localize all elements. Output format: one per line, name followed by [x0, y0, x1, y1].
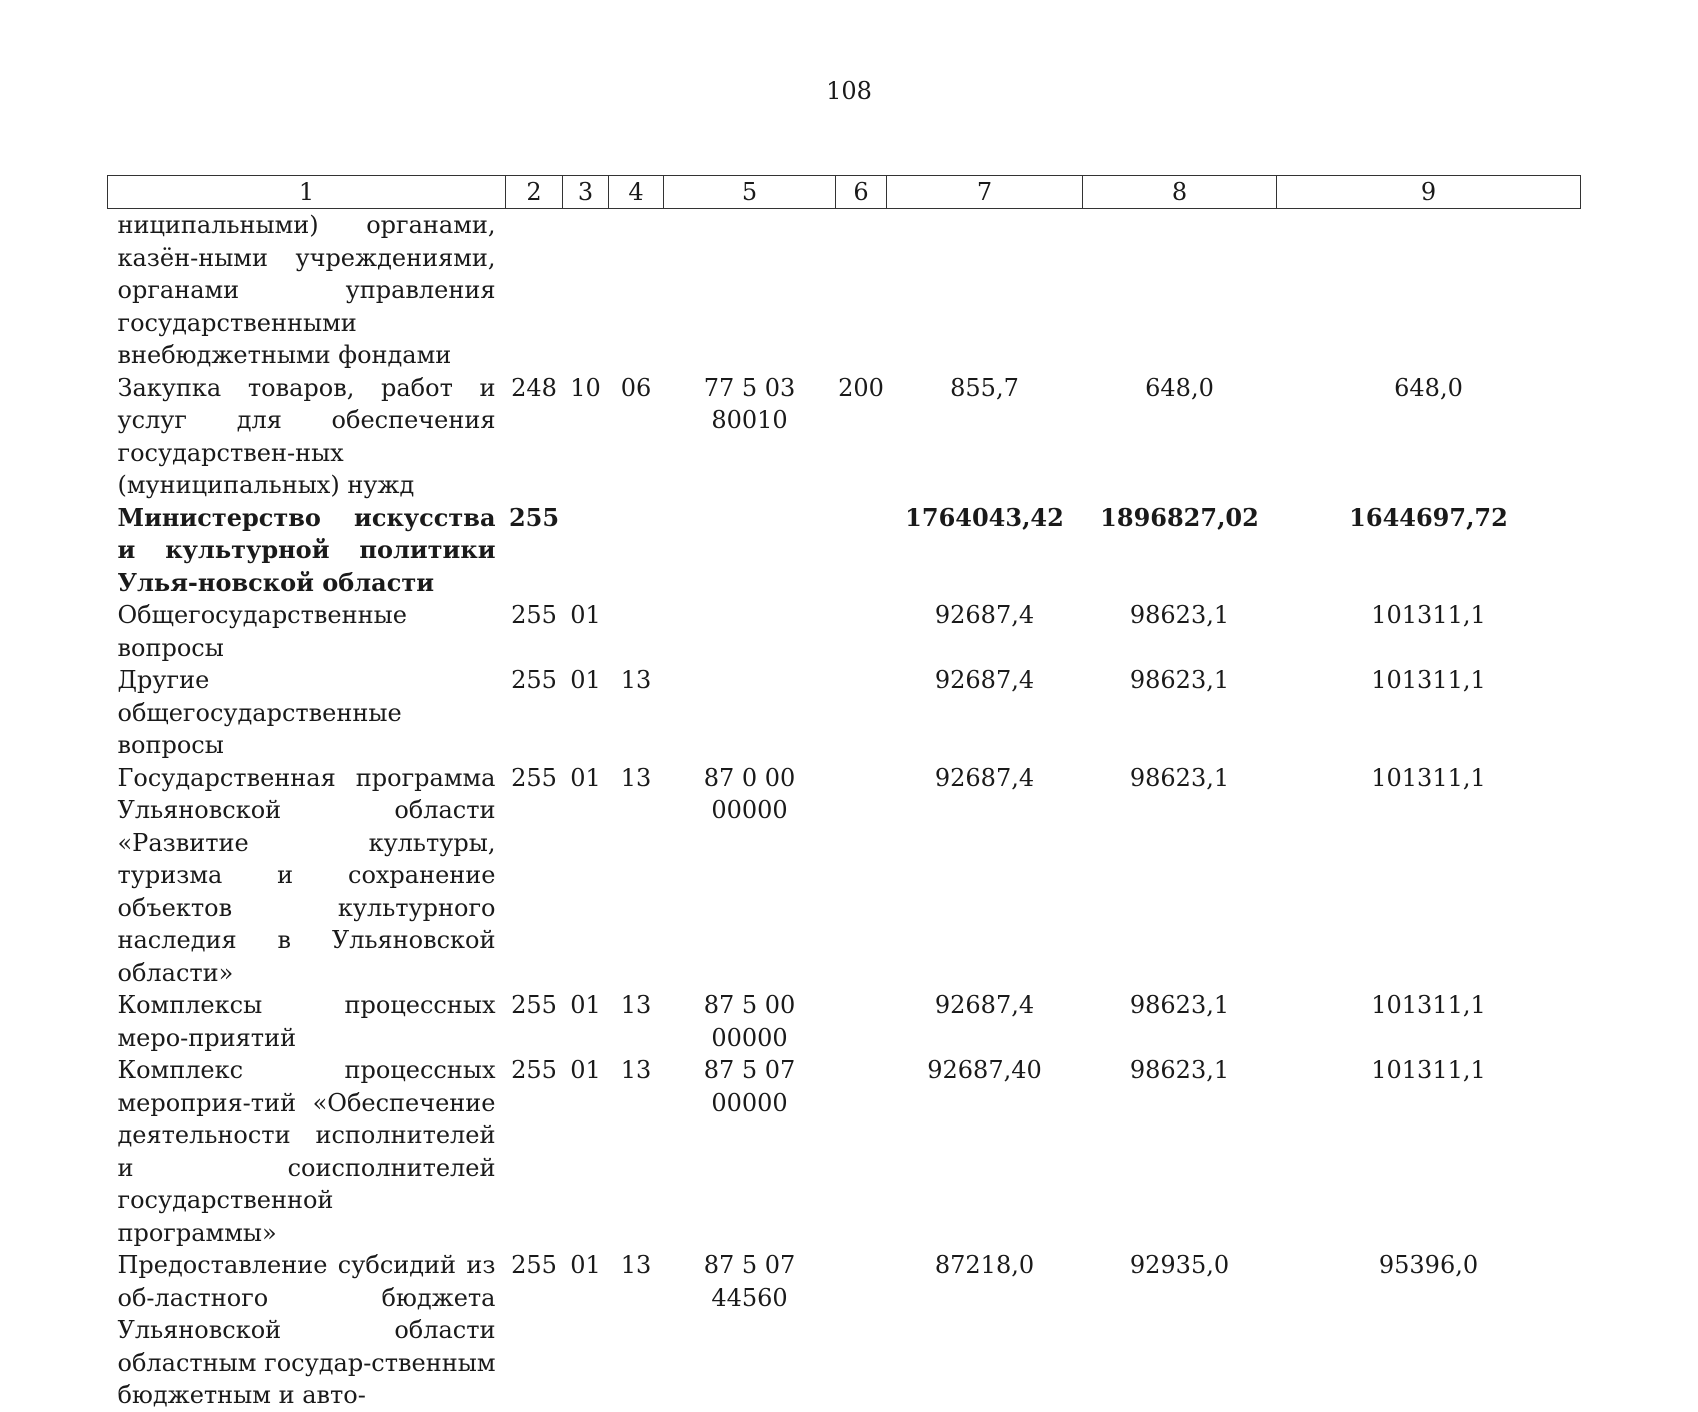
row-code-section: 01 [570, 666, 601, 694]
row-value-col7: 92687,4 [934, 763, 1035, 792]
row-name: Другие общегосударственные вопросы [117, 666, 402, 759]
row-value-col7: 92687,4 [934, 991, 1035, 1019]
table-row [108, 599, 1581, 664]
row-code-target [664, 502, 836, 600]
row-name: Общегосударственные вопросы [117, 601, 407, 662]
row-code-subsection [609, 209, 664, 372]
header-col-3: 3 [563, 176, 609, 209]
row-name: Государственная программа Ульяновской области «Развитие культуры, туризма и сохранение объектов культурного наследия в Ульяновской области» [117, 763, 496, 987]
row-code-section: 10 [570, 373, 601, 402]
row-name: Закупка товаров, работ и услуг для обеспечения государствен-ных (муниципальных) нужд [117, 373, 496, 499]
row-value-col7: 92687,40 [927, 1056, 1042, 1084]
row-code-expense-type [836, 1249, 887, 1412]
row-code-target: 87 5 07 44560 [703, 1251, 796, 1312]
row-code-subsection: 13 [620, 1056, 652, 1084]
row-value-col7: 1764043,42 [905, 502, 1064, 532]
row-code-ministry: 255 [511, 991, 557, 1019]
row-code-ministry [506, 209, 563, 372]
header-col-9: 9 [1277, 176, 1581, 209]
row-name: Комплекс процессных мероприя-тий «Обеспечение деятельности исполнителей и соисполнителей государственной программы» [117, 1056, 496, 1247]
row-value-col8: 98623,1 [1129, 763, 1230, 792]
table-row [108, 372, 1581, 502]
table-row [108, 209, 1581, 372]
budget-table [107, 175, 1581, 1412]
row-value-col7: 855,7 [950, 373, 1019, 402]
row-value-col9: 101311,1 [1371, 763, 1486, 792]
table-row [108, 1249, 1581, 1412]
table-row [108, 762, 1581, 990]
row-value-col9: 648,0 [1394, 373, 1463, 402]
row-code-expense-type [836, 989, 887, 1054]
row-code-section [563, 209, 609, 372]
row-name: Комплексы процессных меро-приятий [117, 991, 496, 1052]
header-col-4: 4 [609, 176, 664, 209]
row-code-ministry: 255 [511, 1056, 557, 1084]
row-value-col9: 101311,1 [1371, 666, 1486, 694]
row-code-target: 77 5 03 80010 [703, 373, 796, 434]
row-code-subsection: 13 [620, 666, 652, 694]
table-body [108, 209, 1581, 1412]
row-code-section: 01 [570, 1251, 601, 1279]
row-name: Министерство искусства и культурной политики Улья-новской области [117, 502, 496, 597]
row-value-col8 [1083, 209, 1277, 372]
row-name: Предоставление субсидий из об-ластного бюджета Ульяновской области областным государ-ственным бюджетным и авто- [117, 1251, 496, 1409]
row-code-section [563, 502, 609, 600]
row-code-expense-type [836, 664, 887, 762]
row-code-target [664, 599, 836, 664]
page-number: 108 [826, 77, 872, 105]
row-value-col8: 98623,1 [1129, 601, 1230, 629]
row-code-section: 01 [570, 1056, 601, 1084]
row-code-subsection: 13 [620, 763, 652, 792]
row-code-ministry: 255 [511, 601, 557, 629]
row-value-col7: 87218,0 [934, 1251, 1035, 1279]
row-code-ministry: 255 [511, 666, 557, 694]
table-row [108, 1054, 1581, 1249]
table-row [108, 664, 1581, 762]
row-code-ministry: 255 [511, 763, 557, 792]
row-code-target [664, 664, 836, 762]
row-code-section: 01 [570, 601, 601, 629]
row-code-subsection [609, 502, 664, 600]
row-value-col8: 648,0 [1145, 373, 1214, 402]
row-value-col8: 1896827,02 [1100, 502, 1259, 532]
row-value-col9: 95396,0 [1378, 1251, 1479, 1279]
header-col-6: 6 [836, 176, 887, 209]
row-code-expense-type [836, 1054, 887, 1249]
row-code-subsection: 13 [620, 991, 652, 1019]
row-code-subsection [609, 599, 664, 664]
row-value-col9: 101311,1 [1371, 601, 1486, 629]
row-name: ниципальными) органами, казён-ными учреждениями, органами управления государственными внебюджетными фондами [117, 211, 496, 369]
header-col-5: 5 [664, 176, 836, 209]
header-row [108, 176, 1581, 209]
header-col-2: 2 [506, 176, 563, 209]
row-code-ministry: 248 [511, 373, 557, 402]
row-code-target: 87 0 00 00000 [703, 763, 796, 824]
row-code-subsection: 13 [620, 1251, 652, 1279]
row-code-target: 87 5 07 00000 [703, 1056, 796, 1117]
row-code-section: 01 [570, 991, 601, 1019]
header-col-7: 7 [887, 176, 1083, 209]
table-row [108, 502, 1581, 600]
row-value-col9: 1644697,72 [1349, 502, 1508, 532]
row-code-expense-type: 200 [838, 373, 884, 402]
row-code-ministry: 255 [508, 502, 560, 532]
row-value-col8: 98623,1 [1129, 1056, 1230, 1084]
row-code-target: 87 5 00 00000 [703, 991, 796, 1052]
row-code-expense-type [836, 599, 887, 664]
row-value-col8: 98623,1 [1129, 991, 1230, 1019]
row-value-col8: 92935,0 [1129, 1251, 1230, 1279]
row-value-col7: 92687,4 [934, 601, 1035, 629]
row-value-col7 [887, 209, 1083, 372]
row-value-col9: 101311,1 [1371, 991, 1486, 1019]
row-code-expense-type [836, 762, 887, 990]
row-code-section: 01 [570, 763, 601, 792]
row-code-expense-type [836, 502, 887, 600]
table-row [108, 989, 1581, 1054]
header-col-8: 8 [1083, 176, 1277, 209]
row-value-col9: 101311,1 [1371, 1056, 1486, 1084]
row-code-ministry: 255 [511, 1251, 557, 1279]
row-code-target [664, 209, 836, 372]
row-value-col7: 92687,4 [934, 666, 1035, 694]
row-value-col9 [1277, 209, 1581, 372]
row-code-subsection: 06 [620, 373, 652, 402]
row-value-col8: 98623,1 [1129, 666, 1230, 694]
row-code-expense-type [836, 209, 887, 372]
header-col-1: 1 [108, 176, 506, 209]
